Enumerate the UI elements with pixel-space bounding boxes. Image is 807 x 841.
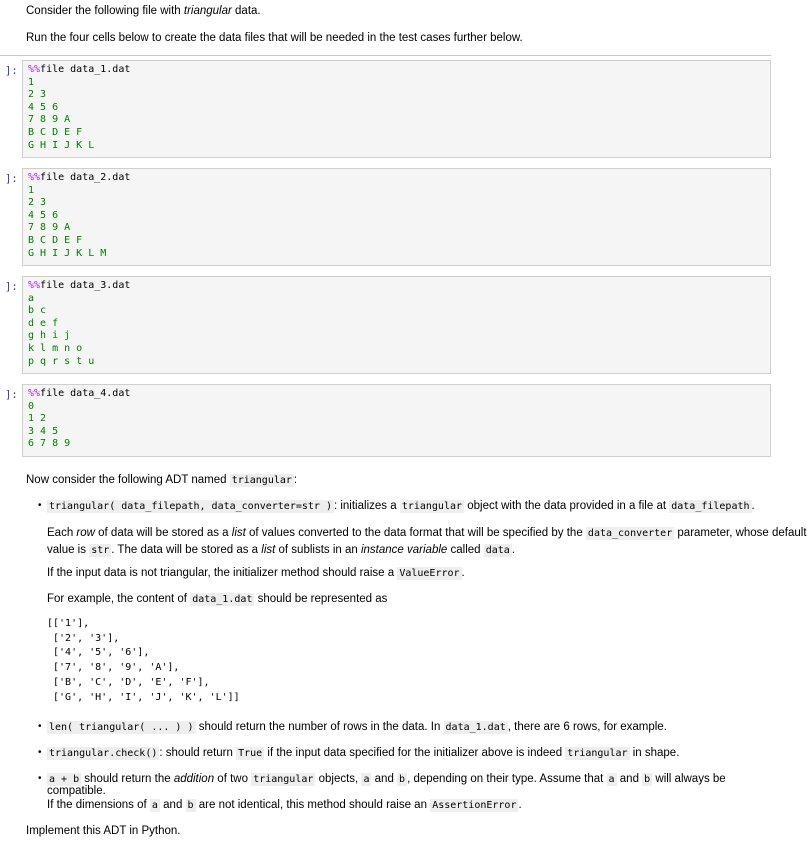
cell-prompt: ]: — [5, 281, 18, 293]
cell-line: 1 — [28, 76, 35, 88]
cell-line: 1 2 — [28, 413, 47, 425]
cell-prompt: ]: — [5, 389, 18, 401]
cell-line: a — [28, 292, 35, 304]
cell-prompt: ]: — [5, 65, 18, 77]
cell-command: %%file data_1.dat — [28, 64, 131, 75]
code-cell-data-4[interactable] — [22, 384, 771, 457]
paragraph-each-row: Each row of data will be stored as a list of values converted to the data format that will be specified by the data_converter parameter, whose default value is str . The data will be stored as a list of sublists in an instance variable called data . — [47, 527, 807, 556]
divider — [0, 55, 771, 56]
cell-line: 4 5 6 — [28, 209, 59, 221]
cell-line: 7 8 9 A — [28, 114, 71, 126]
bullet-icon: • — [38, 747, 42, 758]
intro-paragraph: Consider the following file with triangular data. — [26, 5, 261, 17]
cell-line: 2 3 — [28, 197, 47, 209]
intro-instructions: Run the four cells below to create the data files that will be needed in the test cases further below. — [26, 32, 523, 44]
bullet-icon: • — [38, 500, 42, 511]
code-cell-data-3[interactable] — [22, 276, 771, 374]
bullet-add: a + b should return the addition of two triangular objects, a and b , depending on their type. Assume that a and b will always be compatible. — [47, 773, 726, 797]
cell-line: G H I J K L — [28, 139, 95, 151]
cell-command: %%file data_2.dat — [28, 172, 131, 183]
cell-line: b c — [28, 305, 47, 317]
cell-line: 0 — [28, 400, 35, 412]
cell-line: 7 8 9 A — [28, 222, 71, 234]
cell-command: %%file data_3.dat — [28, 280, 131, 291]
cell-line: k l m n o — [28, 342, 83, 354]
cell-line: p q r s t u — [28, 355, 95, 367]
final-instruction: Implement this ADT in Python. — [26, 825, 181, 837]
cell-line: B C D E F — [28, 234, 83, 246]
cell-line: 2 3 — [28, 89, 47, 101]
paragraph-example: For example, the content of data_1.dat should be represented as — [47, 593, 388, 605]
bullet-icon: • — [38, 773, 42, 784]
example-list: [['1'], ['2', '3'], ['4', '5', '6'], ['7', '8', '9', 'A'], ['B', 'C', 'D', 'E', 'F'], ['G', 'H', 'I', 'J', 'K', 'L']] — [47, 618, 240, 703]
adt-intro: Now consider the following ADT named triangular : — [26, 474, 298, 486]
cell-line: 1 — [28, 184, 35, 196]
cell-line: d e f — [28, 317, 59, 329]
cell-line: 6 7 8 9 — [28, 438, 71, 450]
bullet-len: len( triangular( ... ) ) should return the number of rows in the data. In data_1.dat , there are 6 rows, for example. — [49, 721, 667, 733]
paragraph-not-triangular: If the input data is not triangular, the initializer method should raise a ValueError . — [47, 567, 465, 579]
code-cell-data-1[interactable] — [22, 60, 771, 158]
cell-line: g h i j — [28, 330, 71, 342]
cell-line: 4 5 6 — [28, 101, 59, 113]
code-cell-data-2[interactable] — [22, 168, 771, 266]
cell-line: 3 4 5 — [28, 425, 59, 437]
bullet-icon: • — [38, 721, 42, 732]
paragraph-dimensions: If the dimensions of a and b are not identical, this method should raise an AssertionError . — [47, 799, 522, 811]
bullet-check: triangular.check() : should return True if the input data specified for the initializer above is indeed triangular in shape. — [49, 747, 680, 759]
cell-command: %%file data_4.dat — [28, 388, 131, 399]
cell-line: G H I J K L M — [28, 247, 107, 259]
bullet-initializer: triangular( data_filepath, data_converter=str ) : initializes a triangular object with the data provided in a file at data_filepath . — [49, 500, 755, 512]
cell-prompt: ]: — [5, 173, 18, 185]
cell-line: B C D E F — [28, 126, 83, 138]
